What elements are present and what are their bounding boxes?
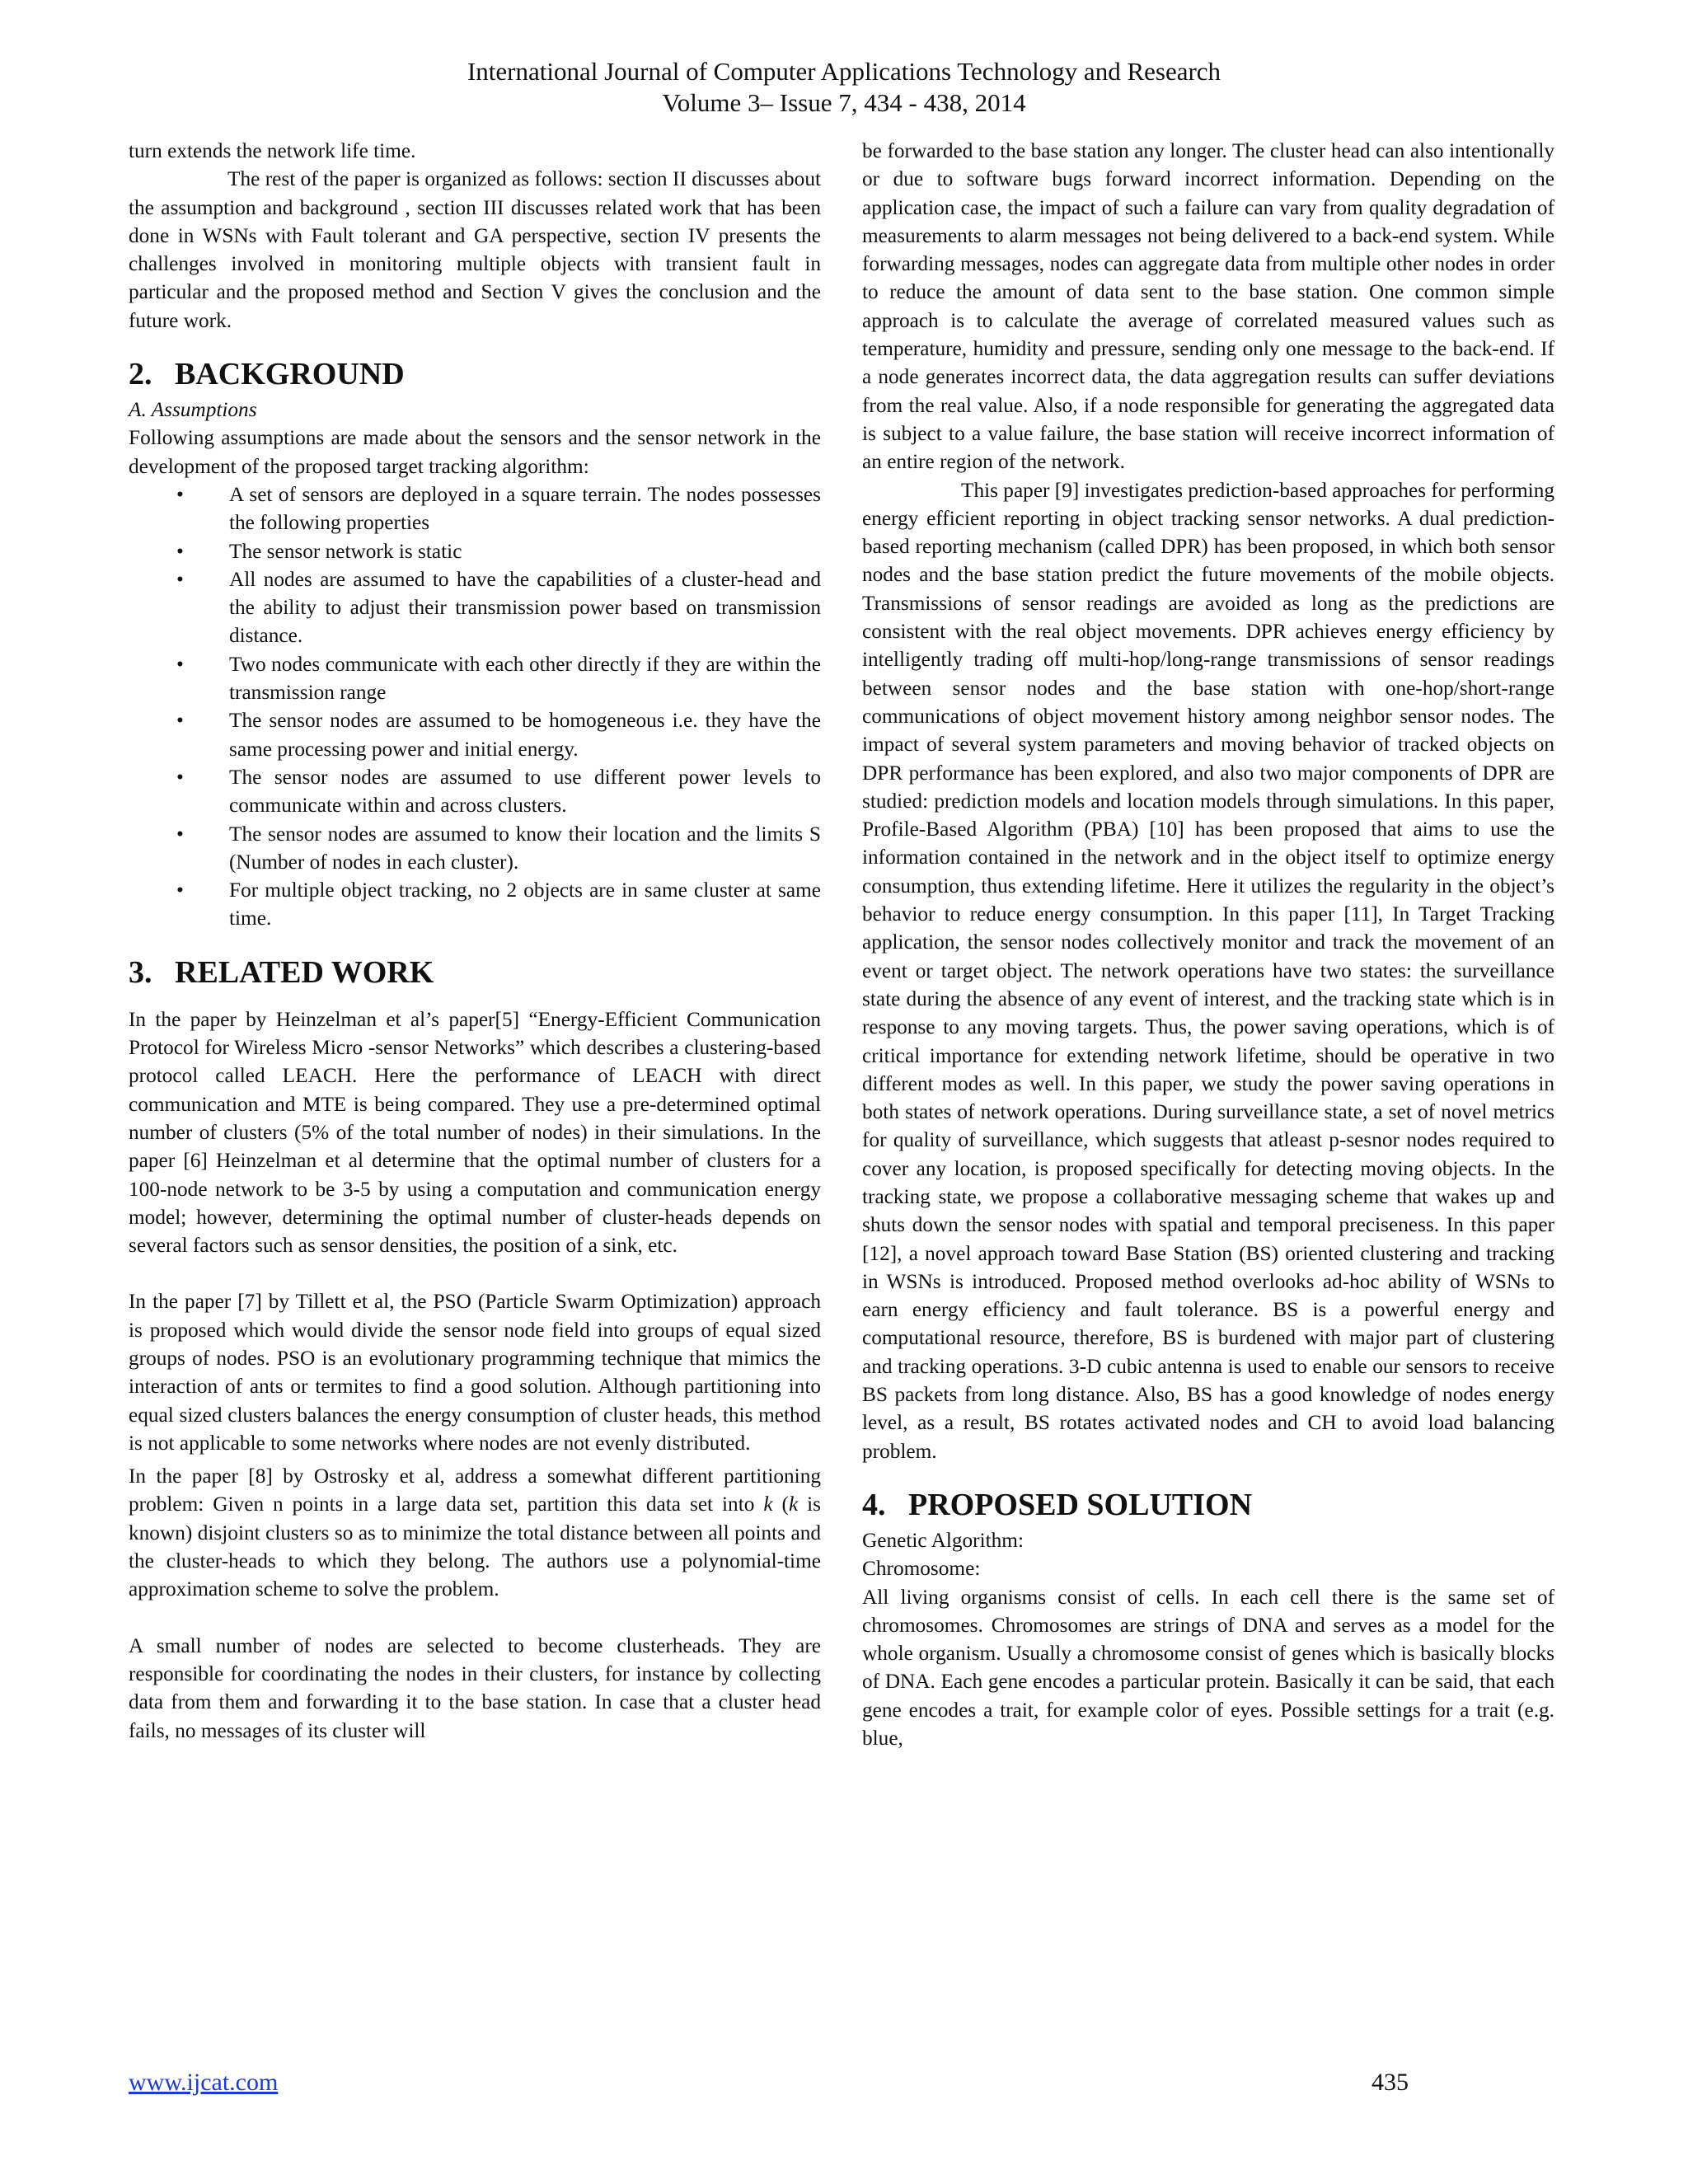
section-number: 4. (862, 1487, 886, 1522)
journal-website-link[interactable]: www.ijcat.com (129, 2069, 279, 2096)
related-work-paragraph-1: In the paper by Heinzelman et al’s paper[5] “Energy-Efficient Communication Protocol for Wireless Micro -sensor Networks” which describes a clustering-based protocol called LEACH. Here the performance of LEACH with direct communication and MTE is being compared. They use a pre-determined optimal number of clusters (5% of the total number of nodes) in their simulations. In the paper [6] Heinzelman et al determine that the optimal number of clusters for a 100-node network to be 3-5 by using a computation and communication energy model; however, determining the optimal number of cluster-heads depends on several factors such as sensor densities, the position of a sink, etc. (129, 1007, 821, 1258)
list-item: • A set of sensors are deployed in a square terrain. The nodes possesses the following properties (129, 480, 821, 537)
bullet-icon: • (176, 709, 184, 733)
subsection-heading-assumptions: A. Assumptions (129, 398, 257, 422)
cluster-head-paragraph: be forwarded to the base station any longer. The cluster head can also intentionally or due to software bugs forward incorrect information. Depending on the application case, the impact of such a failure can vary from quality degradation of measurements to alarm messages not being delivered to a back-end system. While forwarding messages, nodes can aggregate data from multiple other nodes in order to reduce the amount of data sent to the base station. One common simple approach is to calculate the average of correlated measured values such as temperature, humidity and pressure, sending only one message to the back-end. If a node generates incorrect data, the data aggregation results can suffer deviations from the real value. Also, if a node responsible for generating the aggregated data is subject to a value failure, the base station will receive incorrect information of an entire region of the network. (862, 139, 1554, 474)
section-heading-background (129, 356, 821, 392)
bullet-icon: • (176, 539, 184, 563)
section-number: 3. (129, 954, 152, 990)
section-title: PROPOSED SOLUTION (908, 1487, 1253, 1522)
subheading-chromosome: Chromosome: (862, 1557, 981, 1581)
list-item: • The sensor network is static (129, 537, 821, 565)
bullet-icon: • (176, 765, 184, 789)
subheading-genetic-algorithm: Genetic Algorithm: (862, 1528, 1025, 1552)
left-column (129, 137, 821, 1745)
list-item: • The sensor nodes are assumed to be homogeneous i.e. they have the same processing power and initial energy. (129, 706, 821, 763)
bullet-icon: • (176, 822, 184, 846)
bullet-icon: • (176, 482, 184, 506)
section-heading-proposed-solution (862, 1487, 1554, 1523)
page-header (0, 56, 1688, 119)
assumptions-intro: Following assumptions are made about the sensors and the sensor network in the development of the proposed target tracking algorithm: (129, 426, 821, 478)
journal-volume: Volume 3– Issue 7, 434 - 438, 2014 (662, 88, 1026, 117)
list-item: • All nodes are assumed to have the capabilities of a cluster-head and the ability to adjust their transmission power based on transmission distance. (129, 565, 821, 650)
right-column (862, 137, 1554, 1752)
journal-title: International Journal of Computer Applications Technology and Research (467, 57, 1221, 86)
bullet-icon: • (176, 652, 184, 676)
list-item: • The sensor nodes are assumed to know their location and the limits S (Number of nodes in each cluster). (129, 820, 821, 877)
related-work-paragraph-2: In the paper [7] by Tillett et al, the PSO (Particle Swarm Optimization) approach is proposed which would divide the sensor node field into groups of equal sized groups of nodes. PSO is an evolutionary programming technique that mimics the interaction of ants or termites to find a good solution. Although partitioning into equal sized clusters balances the energy consumption of cluster heads, this method is not applicable to some networks where nodes are not evenly distributed. (129, 1290, 821, 1455)
prediction-paragraph: This paper [9] investigates prediction-based approaches for performing energy efficient reporting in object tracking sensor networks. A dual prediction-based reporting mechanism (called DPR) has been proposed, in which both sensor nodes and the base station predict the future movements of the mobile objects. Transmissions of sensor readings are avoided as long as the predictions are consistent with the real object movements. DPR achieves energy efficiency by intelligently trading off multi-hop/long-range transmissions of sensor readings between sensor nodes and the base station with one-hop/short-range communications of object movement history among neighbor sensor nodes. The impact of several system parameters and moving behavior of tracked objects on DPR performance has been explored, and also two major components of DPR are studied: prediction models and location models through simulations. In this paper, Profile-Based Algorithm (PBA) [10] has been proposed that aims to use the information contained in the network and in the object itself to optimize energy consumption, thus extending lifetime. Here it utilizes the regularity in the object’s behavior to reduce energy consumption. In this paper [11], In Target Tracking application, the sensor nodes collectively monitor and track the movement of an event or target object. The network operations have two states: the surveillance state during the absence of any event of interest, and the tracking state which is in response to any moving targets. Thus, the power saving operations, which is of critical importance for extending network lifetime, should be operative in two different modes as well. In this paper, we study the power saving operations in both states of network operations. During surveillance state, a set of novel metrics for quality of surveillance, which suggests that atleast p-sesnor nodes required to cover any location, is proposed specifically for detecting moving objects. In the tracking state, we propose a collaborative messaging scheme that wakes up and shuts down the sensor nodes with spatial and temporal preciseness. In this paper [12], a novel approach toward Base Station (BS) oriented clustering and tracking in WSNs is introduced. Proposed method overlooks ad-hoc ability of WSNs to earn energy efficiency and fault tolerance. BS is a powerful energy and computational resource, therefore, BS is burdened with major part of clustering and tracking operations. 3-D cubic antenna is used to enable our sensors to receive BS packets from long distance. Also, BS has a good knowledge of nodes energy level, as a result, BS rotates activated nodes and CH to avoid load balancing problem. (862, 478, 1554, 1463)
continued-paragraph: turn extends the network life time. (129, 139, 416, 162)
list-item: • For multiple object tracking, no 2 objects are in same cluster at same time. (129, 876, 821, 933)
section-number: 2. (129, 357, 152, 392)
list-item: • The sensor nodes are assumed to use different power levels to communicate within and across clusters. (129, 763, 821, 820)
bullet-icon: • (176, 879, 184, 902)
related-work-paragraph-4: A small number of nodes are selected to become clusterheads. They are responsible for coordinating the nodes in their clusters, for instance by collecting data from them and forwarding it to the base station. In case that a cluster head fails, no messages of its cluster will (129, 1633, 821, 1742)
section-heading-related-work (129, 954, 821, 991)
page-number: 435 (1372, 2069, 1409, 2096)
organization-paragraph: The rest of the paper is organized as follows: section II discusses about the assumption and background , section III discusses related work that has been done in WSNs with Fault tolerant and GA perspective, section IV presents the challenges involved in monitoring multiple objects with transient fault in particular and the proposed method and Section V gives the conclusion and the future work. (129, 167, 821, 332)
bullet-icon: • (176, 567, 184, 591)
section-title: RELATED WORK (175, 954, 434, 990)
list-item: • Two nodes communicate with each other directly if they are within the transmission range (129, 650, 821, 707)
assumptions-list (129, 480, 821, 933)
section-title: BACKGROUND (175, 357, 405, 392)
related-work-paragraph-3: In the paper [8] by Ostrosky et al, address a somewhat different partitioning problem: Given n points in a large data set, partition this data set into k (k is known) disjoint clusters so as to minimize the total distance between all points and the cluster-heads to which they belong. The authors use a polynomial-time approximation scheme to solve the problem. (129, 1465, 821, 1601)
chromosome-paragraph: All living organisms consist of cells. In each cell there is the same set of chromosomes. Chromosomes are strings of DNA and serves as a model for the whole organism. Usually a chromosome consist of genes which is basically blocks of DNA. Each gene encodes a particular protein. Basically it can be said, that each gene encodes a trait, for example color of eyes. Possible settings for a trait (e.g. blue, (862, 1585, 1554, 1750)
